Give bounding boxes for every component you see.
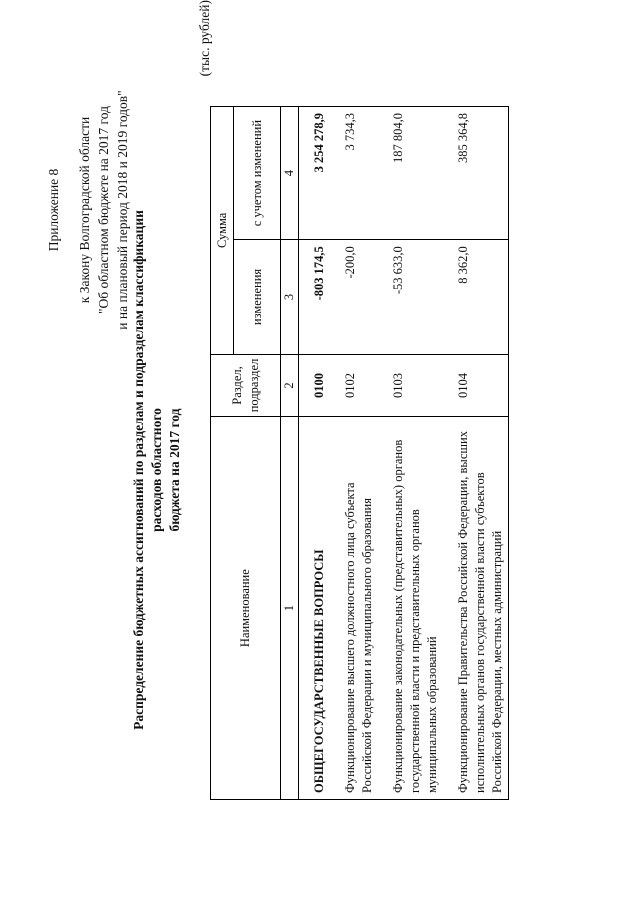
column-number: 2 [281, 354, 299, 417]
row-total: 3 254 278,9 [299, 107, 331, 240]
budget-table [210, 106, 509, 800]
row-change: -53 633,0 [378, 240, 443, 354]
row-name: Функционирование высшего должностного лица субъекта Российской Федерации и муниципального образования [330, 417, 378, 800]
column-number: 4 [281, 107, 299, 240]
law-title-line: "Об областном бюджете на 2017 год [96, 106, 111, 314]
column-number: 1 [281, 417, 299, 800]
header-change: изменения [234, 240, 281, 354]
column-number: 3 [281, 240, 299, 354]
row-code: 0100 [299, 354, 331, 417]
header-name: Наименование [211, 417, 281, 800]
row-total: 385 364,8 [443, 107, 509, 240]
row-code: 0103 [378, 354, 443, 417]
table-row [330, 107, 378, 800]
law-reference-line: к Закону Волгоградской области [77, 116, 92, 304]
table-row [378, 107, 443, 800]
row-name: Функционирование Правительства Российской Федерации, высших исполнительных органов государственной власти субъектов Российской Федерации, местных администраций [443, 417, 509, 800]
header-sum: Сумма [211, 107, 234, 355]
law-period-line: и на плановый период 2018 и 2019 годов" [115, 90, 130, 330]
appendix-number: Приложение 8 [46, 168, 61, 252]
document-header [44, 60, 132, 360]
row-total: 3 734,3 [330, 107, 378, 240]
title-line-2: бюджета на 2017 год [167, 408, 182, 532]
row-change: -803 174,5 [299, 240, 331, 354]
row-name: ОБЩЕГОСУДАРСТВЕННЫЕ ВОПРОСЫ [299, 417, 331, 800]
units-label: (тыс. рублей) [197, 0, 212, 77]
row-total: 187 804,0 [378, 107, 443, 240]
document-title [130, 185, 184, 755]
row-change: -200,0 [330, 240, 378, 354]
row-code: 0104 [443, 354, 509, 417]
row-name: Функционирование законодательных (представительных) органов государственной власти и представительных органов муниципальных образований [378, 417, 443, 800]
header-total: с учетом изменений [234, 107, 281, 240]
row-code: 0102 [330, 354, 378, 417]
table-row [299, 107, 331, 800]
header-code: Раздел, подраздел [211, 354, 281, 417]
row-change: 8 362,0 [443, 240, 509, 354]
table-row [443, 107, 509, 800]
title-line-1: Распределение бюджетных ассигнований по разделам и подразделам классификации расходов областного [131, 210, 164, 730]
